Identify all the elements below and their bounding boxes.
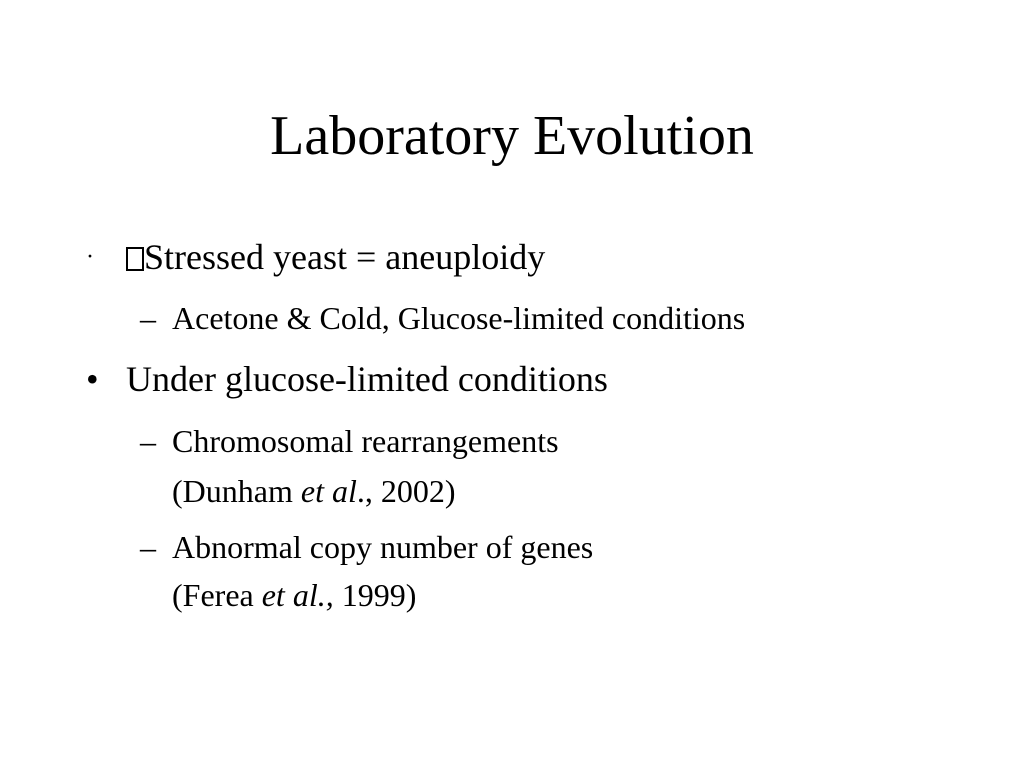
bullet-text-content: Stressed yeast = aneuploidy — [144, 237, 546, 277]
bullet-text: Under glucose-limited conditions — [126, 359, 608, 399]
citation-italic: et al., — [261, 577, 334, 613]
citation-text — [172, 576, 416, 614]
dash-marker: – — [140, 300, 156, 336]
citation-text — [172, 472, 456, 510]
citation-close: ., 2002) — [356, 473, 456, 509]
citation-close: 1999) — [333, 577, 417, 613]
bullet-text — [126, 236, 545, 278]
dash-marker: – — [140, 529, 156, 565]
bullet-marker: • — [86, 359, 99, 399]
missing-glyph-icon — [126, 247, 144, 271]
sub-bullet-text: Abnormal copy number of genes — [172, 529, 594, 565]
citation-open: (Dunham — [172, 473, 301, 509]
dash-marker: – — [140, 423, 156, 459]
citation-open: (Ferea — [172, 577, 262, 613]
slide-title: Laboratory Evolution — [270, 105, 754, 167]
sub-bullet-text: Chromosomal rearrangements — [172, 423, 559, 459]
sub-bullet-text: Acetone & Cold, Glucose-limited conditions — [172, 300, 746, 336]
bullet-marker: · — [86, 244, 94, 270]
citation-italic: et al — [300, 473, 357, 509]
